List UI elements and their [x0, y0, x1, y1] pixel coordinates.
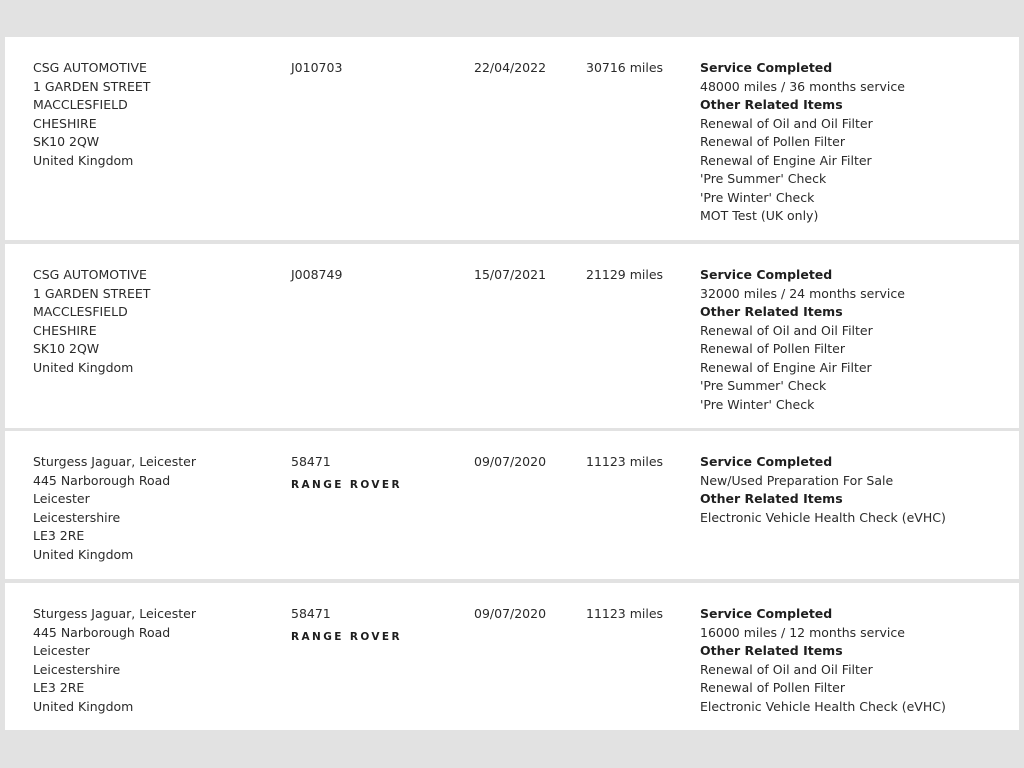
service-item: 32000 miles / 24 months service — [700, 285, 905, 301]
mileage-cell — [586, 605, 686, 624]
service-item: 16000 miles / 12 months service — [700, 624, 905, 640]
reference-cell — [291, 59, 461, 78]
range-rover-logo: RANGE ROVER — [291, 478, 402, 491]
service-history-list — [5, 37, 1019, 730]
reference-number: 58471 — [291, 606, 331, 621]
address-line: CSG AUTOMOTIVE — [33, 267, 147, 282]
service-mileage: 21129 miles — [586, 267, 664, 282]
address-line: CSG AUTOMOTIVE — [33, 60, 147, 75]
service-date: 09/07/2020 — [474, 606, 547, 621]
address-line: MACCLESFIELD — [33, 304, 128, 319]
related-item: Renewal of Pollen Filter — [700, 680, 846, 695]
address-line: Leicester — [33, 491, 90, 506]
service-date: 22/04/2022 — [474, 60, 547, 75]
service-mileage: 30716 miles — [586, 60, 664, 75]
mileage-cell — [586, 266, 686, 285]
service-heading: Service Completed — [700, 606, 833, 621]
address-line: SK10 2QW — [33, 341, 100, 356]
service-details — [700, 59, 1010, 226]
address-line: United Kingdom — [33, 698, 134, 714]
address-line: 445 Narborough Road — [33, 472, 171, 488]
address-line: 1 GARDEN STREET — [33, 78, 151, 94]
dealer-address — [33, 605, 273, 716]
dealer-address — [33, 453, 273, 564]
address-line: CHESHIRE — [33, 322, 97, 338]
address-line: United Kingdom — [33, 359, 134, 375]
related-item: Renewal of Oil and Oil Filter — [700, 322, 873, 338]
service-date: 09/07/2020 — [474, 454, 547, 469]
related-heading: Other Related Items — [700, 491, 843, 506]
date-cell — [474, 605, 574, 624]
service-item: New/Used Preparation For Sale — [700, 472, 894, 488]
address-line: SK10 2QW — [33, 134, 100, 149]
date-cell — [474, 453, 574, 472]
related-item: Renewal of Pollen Filter — [700, 134, 846, 149]
dealer-address — [33, 266, 273, 377]
service-record — [5, 431, 1019, 579]
address-line: 445 Narborough Road — [33, 624, 171, 640]
dealer-address — [33, 59, 273, 170]
related-item: 'Pre Winter' Check — [700, 396, 815, 412]
service-details — [700, 266, 1010, 414]
address-line: Sturgess Jaguar, Leicester — [33, 606, 196, 621]
related-item: Electronic Vehicle Health Check (eVHC) — [700, 698, 946, 714]
address-line: Leicestershire — [33, 661, 121, 677]
address-line: United Kingdom — [33, 152, 134, 168]
address-line: CHESHIRE — [33, 115, 97, 131]
mileage-cell — [586, 59, 686, 78]
related-item: Electronic Vehicle Health Check (eVHC) — [700, 509, 946, 525]
related-item: 'Pre Summer' Check — [700, 378, 827, 393]
related-item: Renewal of Oil and Oil Filter — [700, 661, 873, 677]
address-line: LE3 2RE — [33, 528, 85, 543]
reference-number: J010703 — [291, 60, 343, 75]
service-record — [5, 37, 1019, 240]
related-heading: Other Related Items — [700, 643, 843, 658]
related-heading: Other Related Items — [700, 304, 843, 319]
service-item: 48000 miles / 36 months service — [700, 78, 905, 94]
reference-number: 58471 — [291, 454, 331, 469]
related-item: Renewal of Engine Air Filter — [700, 359, 872, 375]
address-line: LE3 2RE — [33, 680, 85, 695]
service-heading: Service Completed — [700, 60, 833, 75]
address-line: United Kingdom — [33, 546, 134, 562]
address-line: Leicestershire — [33, 509, 121, 525]
related-heading: Other Related Items — [700, 97, 843, 112]
address-line: 1 GARDEN STREET — [33, 285, 151, 301]
related-item: Renewal of Oil and Oil Filter — [700, 115, 873, 131]
service-heading: Service Completed — [700, 267, 833, 282]
address-line: Sturgess Jaguar, Leicester — [33, 454, 196, 469]
reference-number: J008749 — [291, 267, 343, 282]
service-record — [5, 583, 1019, 730]
related-item: 'Pre Winter' Check — [700, 189, 815, 205]
service-date: 15/07/2021 — [474, 267, 547, 282]
address-line: Leicester — [33, 643, 90, 658]
date-cell — [474, 59, 574, 78]
related-item: Renewal of Pollen Filter — [700, 341, 846, 356]
reference-cell — [291, 453, 461, 494]
date-cell — [474, 266, 574, 285]
service-mileage: 11123 miles — [586, 606, 664, 621]
address-line: MACCLESFIELD — [33, 97, 128, 112]
service-mileage: 11123 miles — [586, 454, 664, 469]
mileage-cell — [586, 453, 686, 472]
related-item: Renewal of Engine Air Filter — [700, 152, 872, 168]
service-details — [700, 453, 1010, 527]
reference-cell — [291, 605, 461, 646]
related-item: MOT Test (UK only) — [700, 208, 819, 223]
related-item: 'Pre Summer' Check — [700, 171, 827, 186]
service-details — [700, 605, 1010, 716]
reference-cell — [291, 266, 461, 285]
service-record — [5, 244, 1019, 428]
range-rover-logo: RANGE ROVER — [291, 630, 402, 643]
service-heading: Service Completed — [700, 454, 833, 469]
